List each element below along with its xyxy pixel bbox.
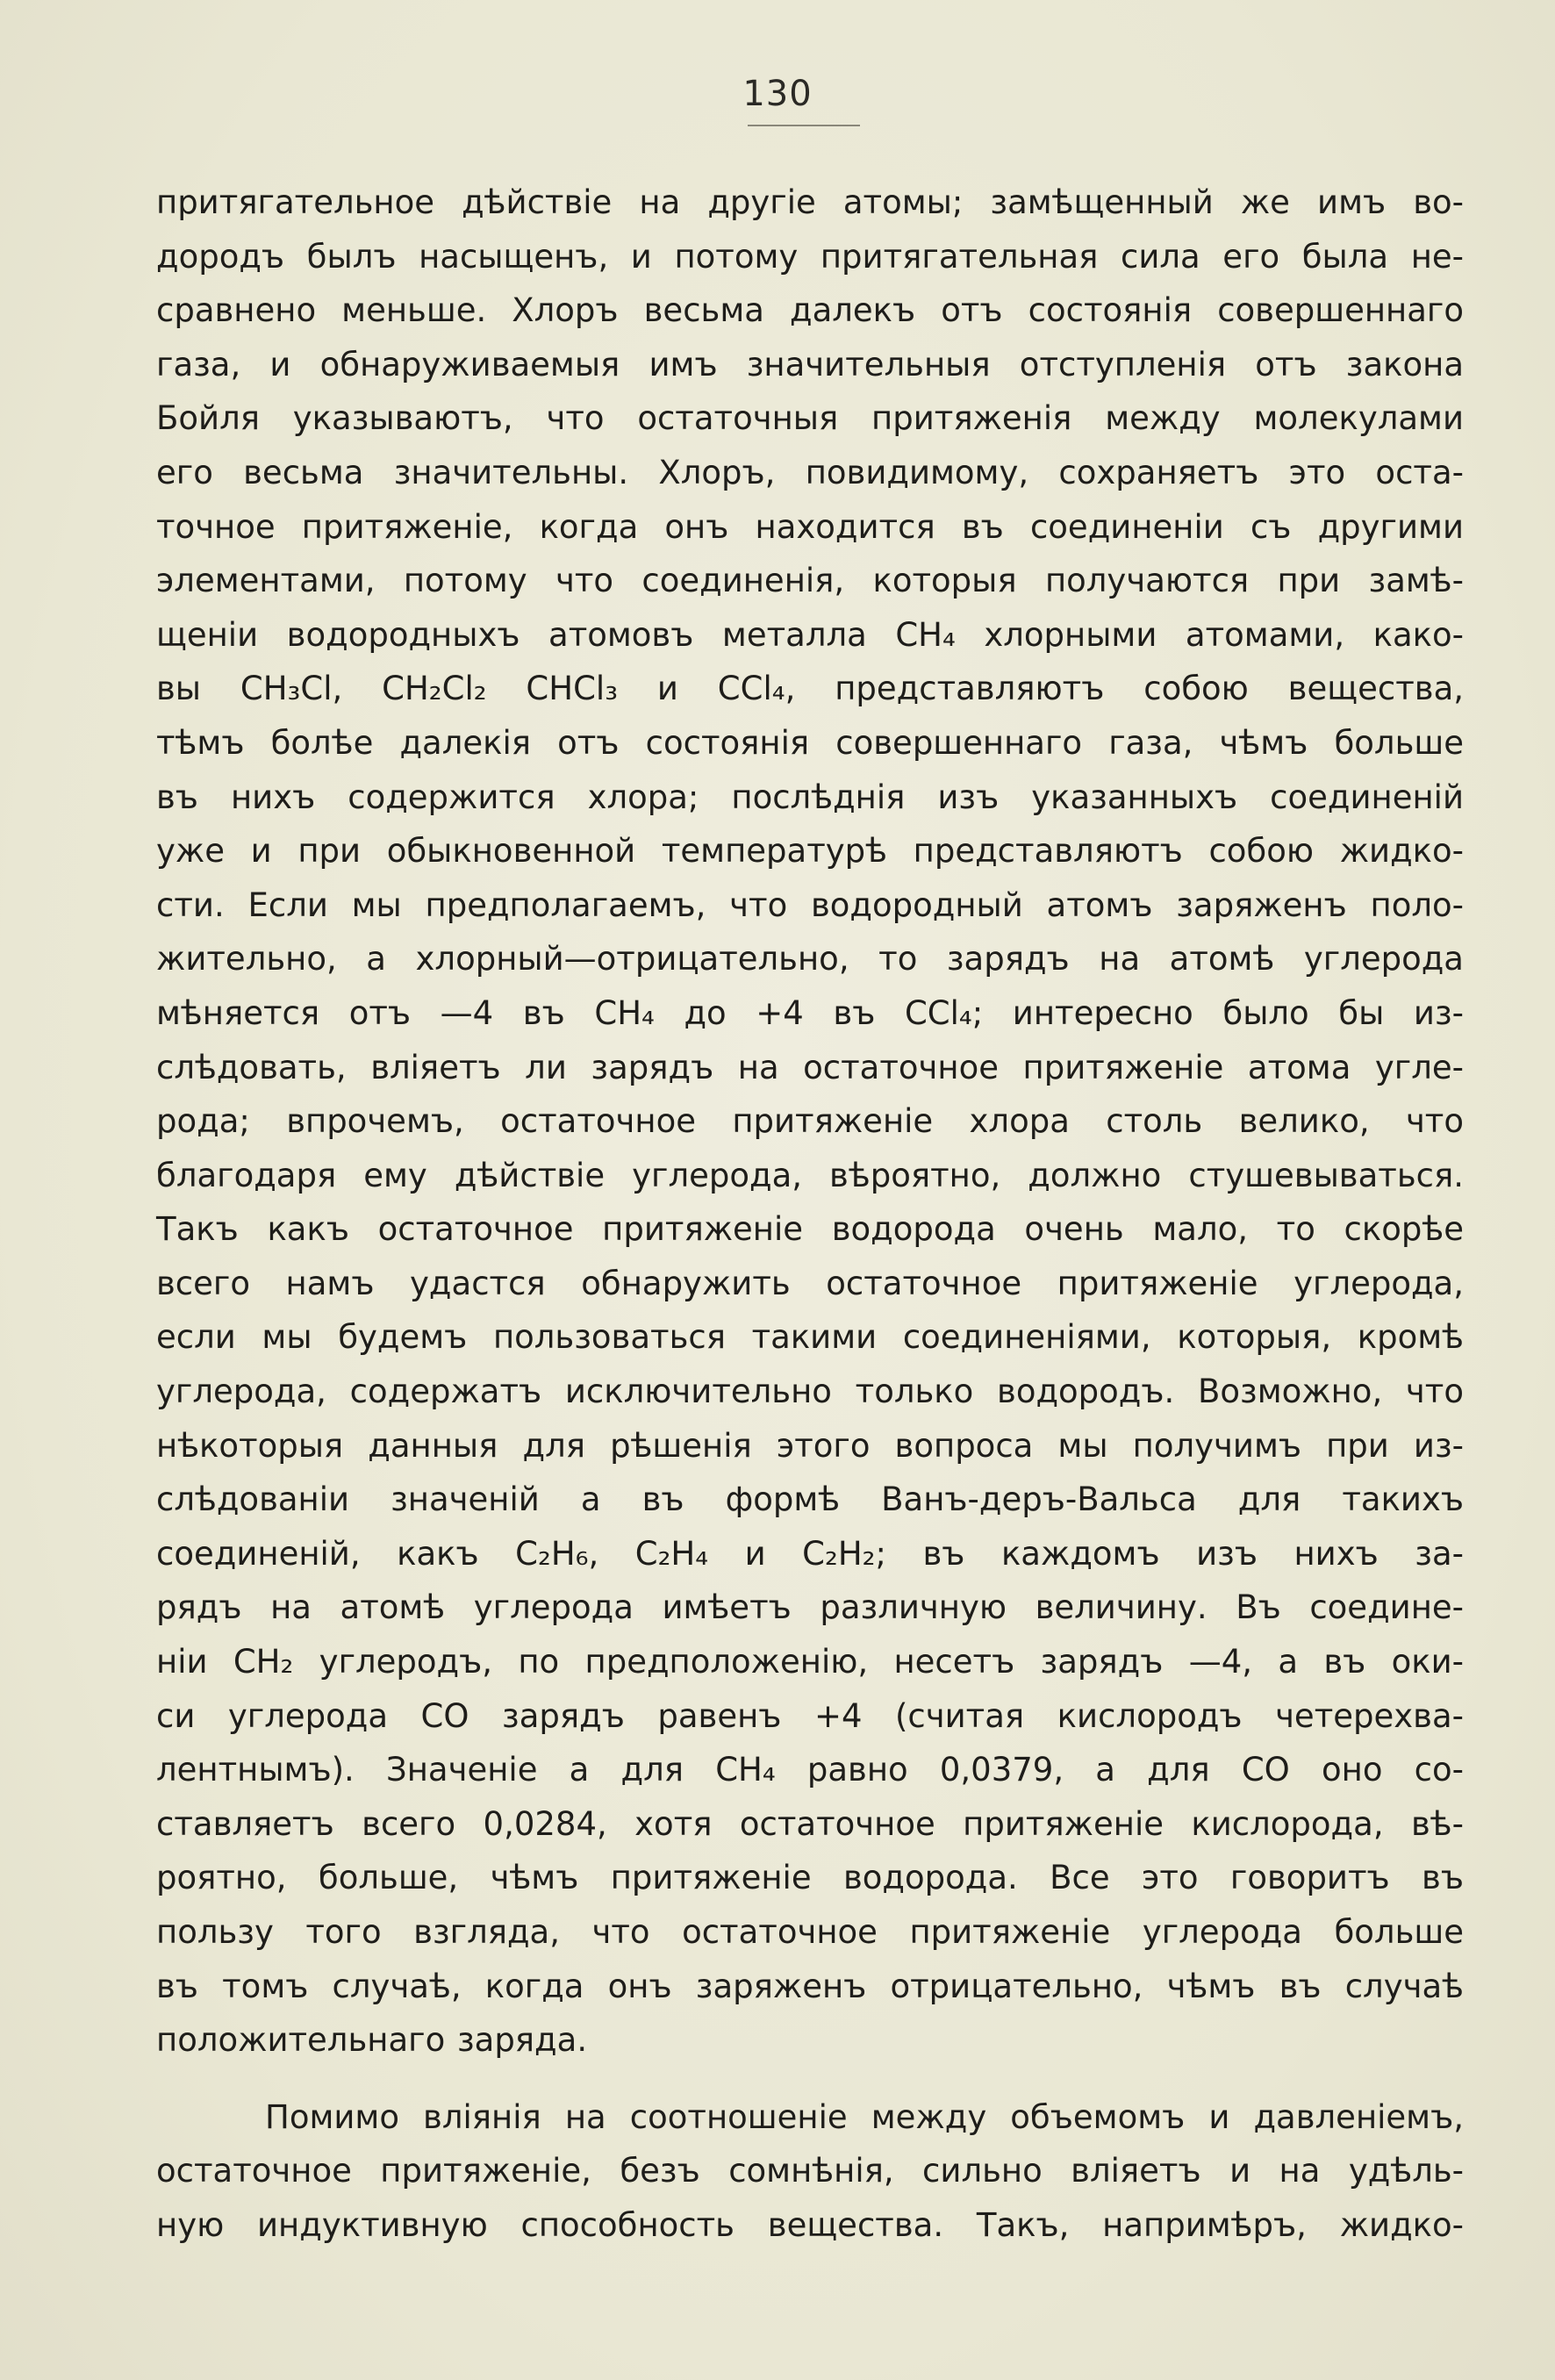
- text-line: остаточное притяженіе, безъ сомнѣнія, сильно вліяетъ и на удѣль-: [156, 2152, 1464, 2190]
- paragraph-gap: [156, 2068, 1464, 2090]
- text-line: благодаря ему дѣйствіе углерода, вѣроятно, должно стушевываться.: [156, 1156, 1464, 1194]
- text-line: Помимо вліянія на соотношеніе между объемомъ и давленіемъ,: [265, 2097, 1464, 2136]
- paragraph: [156, 176, 1464, 2068]
- text-line: сравнено меньше. Хлоръ весьма далекъ отъ состоянія совершеннаго: [156, 291, 1464, 330]
- text-line: Такъ какъ остаточное притяженіе водорода очень мало, то скорѣе: [156, 1210, 1464, 1249]
- text-line: дородъ былъ насыщенъ, и потому притягательная сила его была не-: [156, 237, 1464, 276]
- text-line: его весьма значительны. Хлоръ, повидимому, сохраняетъ это оста-: [156, 453, 1464, 491]
- text-line: если мы будемъ пользоваться такими соединеніями, которыя, кромѣ: [156, 1318, 1464, 1357]
- text-line: точное притяженіе, когда онъ находится въ соединеніи съ другими: [156, 507, 1464, 546]
- page-header: [0, 74, 1555, 114]
- text-line: соединеній, какъ C₂H₆, C₂H₄ и C₂H₂; въ каждомъ изъ нихъ за-: [156, 1534, 1464, 1573]
- text-line: нѣкоторыя данныя для рѣшенія этого вопроса мы получимъ при из-: [156, 1426, 1464, 1465]
- text-line: слѣдовать, вліяетъ ли зарядъ на остаточное притяженіе атома угле-: [156, 1048, 1464, 1086]
- text-line: тѣмъ болѣе далекія отъ состоянія совершеннаго газа, чѣмъ больше: [156, 723, 1464, 762]
- text-line: пользу того взгляда, что остаточное притяженіе углерода больше: [156, 1913, 1464, 1951]
- text-line: всего намъ удастся обнаружить остаточное притяженіе углерода,: [156, 1264, 1464, 1302]
- text-line: вы CH₃Cl, CH₂Cl₂ CHCl₃ и CCl₄, представляютъ собою вещества,: [156, 670, 1464, 708]
- text-line: мѣняется отъ —4 въ CH₄ до +4 въ CCl₄; интересно было бы из-: [156, 993, 1464, 1032]
- text-line: въ нихъ содержится хлора; послѣднія изъ указанныхъ соединеній: [156, 778, 1464, 816]
- text-line: ную индуктивную способность вещества. Такъ, напримѣръ, жидко-: [156, 2205, 1464, 2244]
- page-number: 130: [742, 74, 813, 114]
- text-line: въ томъ случаѣ, когда онъ заряженъ отрицательно, чѣмъ въ случаѣ: [156, 1967, 1464, 2005]
- text-line: рода; впрочемъ, остаточное притяженіе хлора столь велико, что: [156, 1102, 1464, 1141]
- text-line: положительнаго заряда.: [156, 2021, 588, 2060]
- text-line: газа, и обнаруживаемыя имъ значительныя отступленія отъ закона: [156, 345, 1464, 384]
- text-line: углерода, содержатъ исключительно только водородъ. Возможно, что: [156, 1373, 1464, 1411]
- text-line: слѣдованіи значеній a въ формѣ Ванъ-деръ-Вальса для такихъ: [156, 1480, 1464, 1519]
- text-line: си углерода CO зарядъ равенъ +4 (считая кислородъ четерехва-: [156, 1696, 1464, 1735]
- text-line: роятно, больше, чѣмъ притяженіе водорода. Все это говоритъ въ: [156, 1859, 1464, 1897]
- text-line: уже и при обыкновенной температурѣ представляютъ собою жидко-: [156, 832, 1464, 871]
- text-line: щеніи водородныхъ атомовъ металла CH₄ хлорными атомами, како-: [156, 615, 1464, 654]
- paragraph: [156, 2090, 1464, 2253]
- text-line: притягательное дѣйствіе на другіе атомы; замѣщенный же имъ во-: [156, 183, 1464, 221]
- text-line: элементами, потому что соединенія, которыя получаются при замѣ-: [156, 562, 1464, 600]
- text-line: жительно, а хлорный—отрицательно, то зарядъ на атомѣ углерода: [156, 940, 1464, 979]
- text-line: ставляетъ всего 0,0284, хотя остаточное притяженіе кислорода, вѣ-: [156, 1804, 1464, 1843]
- body-text: [156, 176, 1464, 2253]
- text-line: ніи CH₂ углеродъ, по предположенію, несетъ зарядъ —4, а въ оки-: [156, 1643, 1464, 1681]
- text-line: лентнымъ). Значеніе a для CH₄ равно 0,0379, а для CO оно со-: [156, 1751, 1464, 1789]
- text-line: Бойля указываютъ, что остаточныя притяженія между молекулами: [156, 399, 1464, 438]
- text-line: сти. Если мы предполагаемъ, что водородный атомъ заряженъ поло-: [156, 885, 1464, 924]
- page-number-underline: [748, 125, 860, 126]
- text-line: рядъ на атомѣ углерода имѣетъ различную величину. Въ соедине-: [156, 1588, 1464, 1627]
